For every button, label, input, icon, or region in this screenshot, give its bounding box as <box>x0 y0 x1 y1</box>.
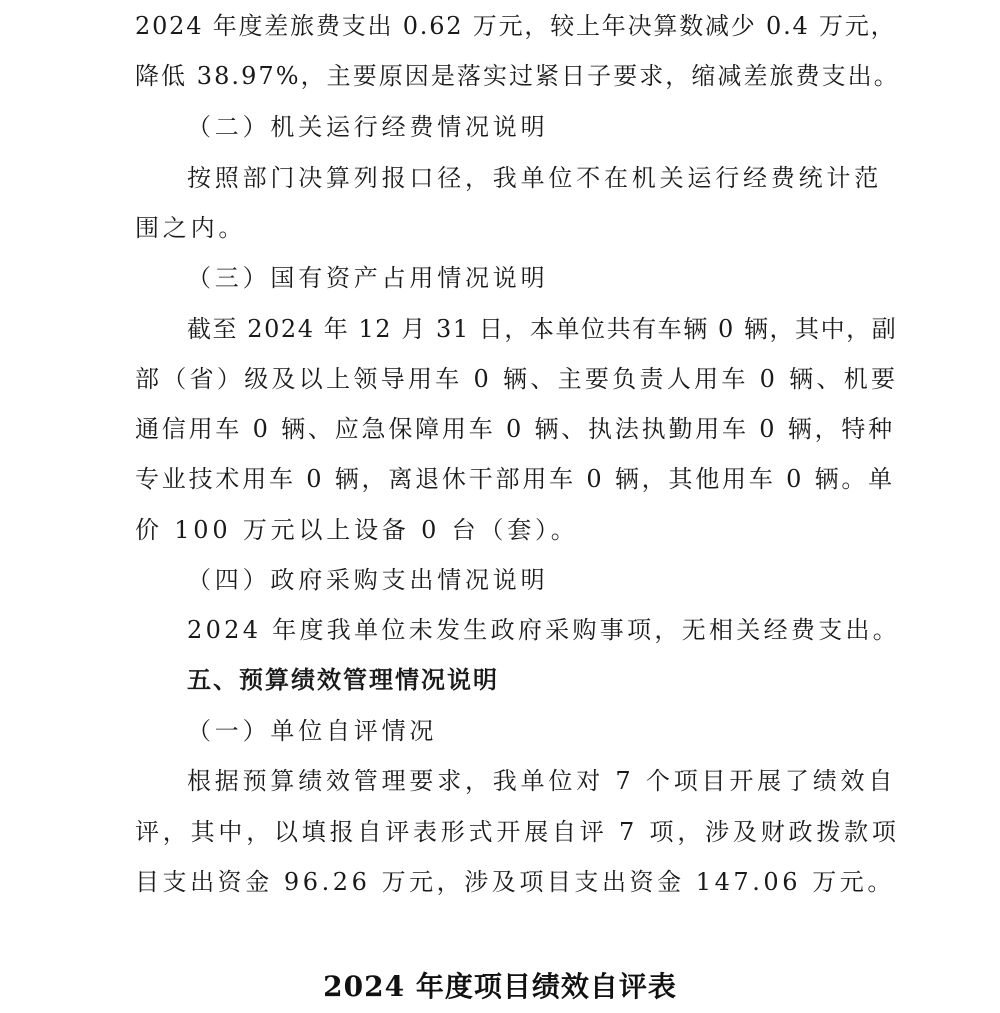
paragraph-line: 2024 年度差旅费支出 0.62 万元，较上年决算数减少 0.4 万元， <box>135 12 897 40</box>
paragraph-line: 通信用车 0 辆、应急保障用车 0 辆、执法执勤用车 0 辆，特种 <box>135 415 895 443</box>
paragraph-line: 根据预算绩效管理要求，我单位对 7 个项目开展了绩效自 <box>187 767 897 795</box>
subsection-heading: （三）国有资产占用情况说明 <box>187 264 549 292</box>
paragraph-line: 价 100 万元以上设备 0 台（套）。 <box>135 516 579 544</box>
paragraph-line: 降低 38.97%，主要原因是落实过紧日子要求，缩减差旅费支出。 <box>135 62 900 90</box>
paragraph-line: 目支出资金 96.26 万元，涉及项目支出资金 147.06 万元。 <box>135 868 895 896</box>
paragraph-line: 围之内。 <box>135 214 247 242</box>
table-title: 2024 年度项目绩效自评表 <box>323 970 677 1003</box>
paragraph-line: 按照部门决算列报口径，我单位不在机关运行经费统计范 <box>187 164 882 192</box>
subsection-heading: （一）单位自评情况 <box>187 717 438 745</box>
paragraph-line: 评，其中，以填报自评表形式开展自评 7 项，涉及财政拨款项 <box>135 818 900 846</box>
subsection-heading: （二）机关运行经费情况说明 <box>187 113 549 141</box>
paragraph-line: 部（省）级及以上领导用车 0 辆、主要负责人用车 0 辆、机要 <box>135 365 899 393</box>
subsection-heading: （四）政府采购支出情况说明 <box>187 566 549 594</box>
paragraph-line: 2024 年度我单位未发生政府采购事项，无相关经费支出。 <box>187 616 901 644</box>
paragraph-line: 截至 2024 年 12 月 31 日，本单位共有车辆 0 辆，其中，副 <box>187 315 898 343</box>
section-heading: 五、预算绩效管理情况说明 <box>187 666 499 694</box>
paragraph-line: 专业技术用车 0 辆，离退休干部用车 0 辆，其他用车 0 辆。单 <box>135 465 895 493</box>
